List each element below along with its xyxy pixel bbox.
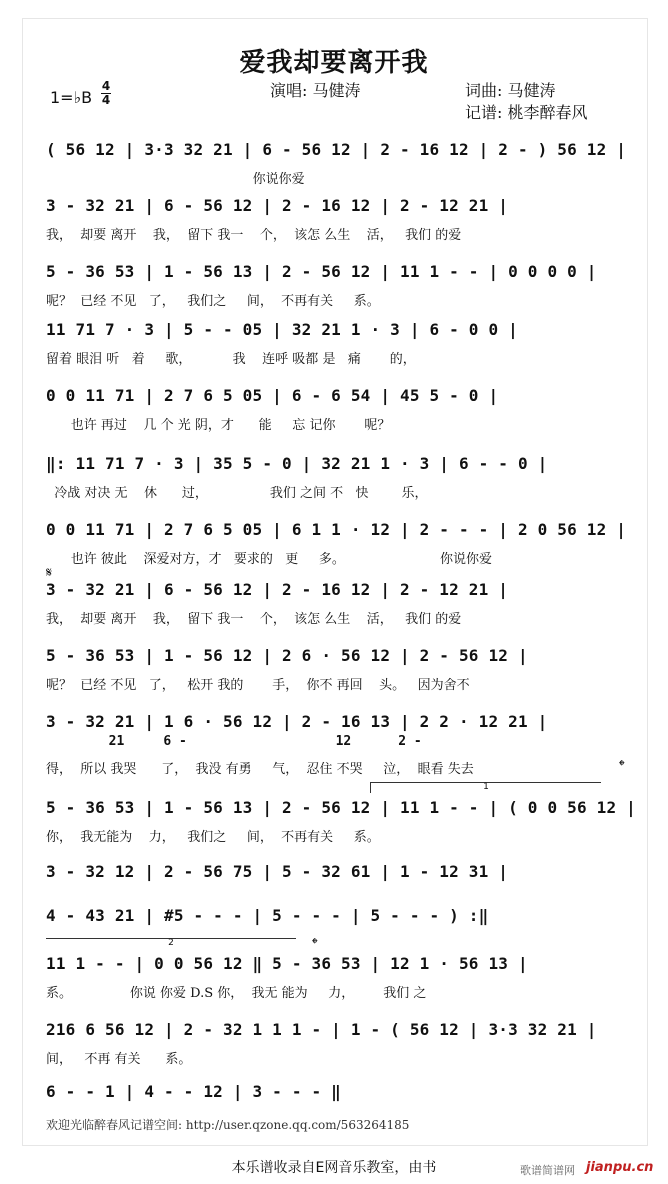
notes-line: 11 1 - - | 0 0 56 12 ‖ 5 - 36 53 | 12 1 · 56 13 | [46,954,528,973]
lyrics-line: 间， 不再 有关 系。 [46,1052,192,1067]
notes-line: 3 - 32 21 | 1 6 · 56 12 | 2 - 16 13 | 2 2 · 12 21 | [46,712,548,731]
notes-line: 0 0 11 71 | 2 7 6 5 05 | 6 1 1 · 12 | 2 - - - | 2 0 56 12 | [46,520,627,539]
transcriber-credit: 记谱: 桃李醉春风 [465,103,588,122]
notes-line: 6 - - 1 | 4 - - 12 | 3 - - - ‖ [46,1082,341,1101]
lyricist-credit: 词曲: 马健涛 [465,81,556,100]
bottom-caption: 本乐谱收录自E网音乐教室，由书 [231,1160,437,1176]
segno-icon: 𝄋 [46,565,53,581]
lyrics-line: 你说你爱 [46,172,305,187]
time-signature-bottom: 4 [101,93,111,107]
key-signature: 1=♭B [50,88,93,107]
notes-line: 4 - 43 21 | #5 - - - | 5 - - - | 5 - - - ) :‖ [46,906,489,925]
watermark-site: 歌谱简谱网 [520,1164,575,1177]
notes-line: 5 - 36 53 | 1 - 56 12 | 2 6 · 56 12 | 2 - 56 12 | [46,646,528,665]
lyrics-line: 得， 所以 我哭 了， 我没 有勇 气， 忍住 不哭 泣， 眼看 失去 [46,762,474,777]
coda-icon: 𝄌 [312,934,318,953]
lyrics-line: 我， 却要 离开 我， 留下 我一 个， 该怎 么生 活， 我们 的爱 [46,612,462,627]
notes-line: 3 - 32 21 | 6 - 56 12 | 2 - 16 12 | 2 - 12 21 | [46,580,509,599]
lyrics-line: 也许 彼此 深爱对方，才 要求的 更 多。 你说你爱 [46,552,492,567]
lyrics-line: 我， 却要 离开 我， 留下 我一 个， 该怎 么生 活， 我们 的爱 [46,228,462,243]
lyrics-line: 冷战 对决 无 休 过， 我们 之间 不 快 乐， [46,486,428,501]
song-title: 爱我却要离开我 [239,48,429,78]
lyrics-line: 系。 你说 你爱 D.S 你， 我无 能为 力， 我们 之 [46,986,427,1001]
time-signature [101,80,111,107]
lyrics-line: 也许 再过 几 个 光 阴，才 能 忘 记你 呢？ [46,418,391,433]
first-ending-bracket: 1 [370,782,601,793]
notes-line: ‖: 11 71 7 · 3 | 35 5 - 0 | 32 21 1 · 3 | 6 - - 0 | [46,454,548,473]
lyrics-line: 你， 我无能为 力， 我们之 间， 不再有关 系。 [46,830,380,845]
harmony-line: 21 6 - 12 2 - [46,734,422,749]
second-ending-bracket: 2 [46,938,296,949]
notes-line: ( 56 12 | 3·3 32 21 | 6 - 56 12 | 2 - 16 12 | 2 - ) 56 12 | [46,140,627,159]
coda-icon: 𝄌 [619,756,625,775]
time-signature-top: 4 [101,79,111,93]
lyrics-line: 留着 眼泪 听 着 歌， 我 连呼 吸都 是 痛 的， [46,352,416,367]
notes-line: 0 0 11 71 | 2 7 6 5 05 | 6 - 6 54 | 45 5 - 0 | [46,386,499,405]
lyrics-line: 呢？ 已经 不见 了， 我们之 间， 不再有关 系。 [46,294,380,309]
singer-credit: 演唱: 马健涛 [270,81,361,100]
footer-note: 欢迎光临醉春风记谱空间: http://user.qzone.qq.com/563264185 [46,1118,410,1132]
notes-line: 11 71 7 · 3 | 5 - - 05 | 32 21 1 · 3 | 6 - 0 0 | [46,320,518,339]
notes-line: 216 6 56 12 | 2 - 32 1 1 1 - | 1 - ( 56 12 | 3·3 32 21 | [46,1020,597,1039]
lyrics-line: 呢？ 已经 不见 了， 松开 我的 手， 你不 再回 头。 因为舍不 [46,678,470,693]
notes-line: 5 - 36 53 | 1 - 56 13 | 2 - 56 12 | 11 1 - - | ( 0 0 56 12 | [46,798,636,817]
watermark-url: jianpu.cn [586,1160,654,1175]
notes-line: 3 - 32 12 | 2 - 56 75 | 5 - 32 61 | 1 - 12 31 | [46,862,509,881]
notes-line: 5 - 36 53 | 1 - 56 13 | 2 - 56 12 | 11 1 - - | 0 0 0 0 | [46,262,597,281]
notes-line: 3 - 32 21 | 6 - 56 12 | 2 - 16 12 | 2 - 12 21 | [46,196,509,215]
